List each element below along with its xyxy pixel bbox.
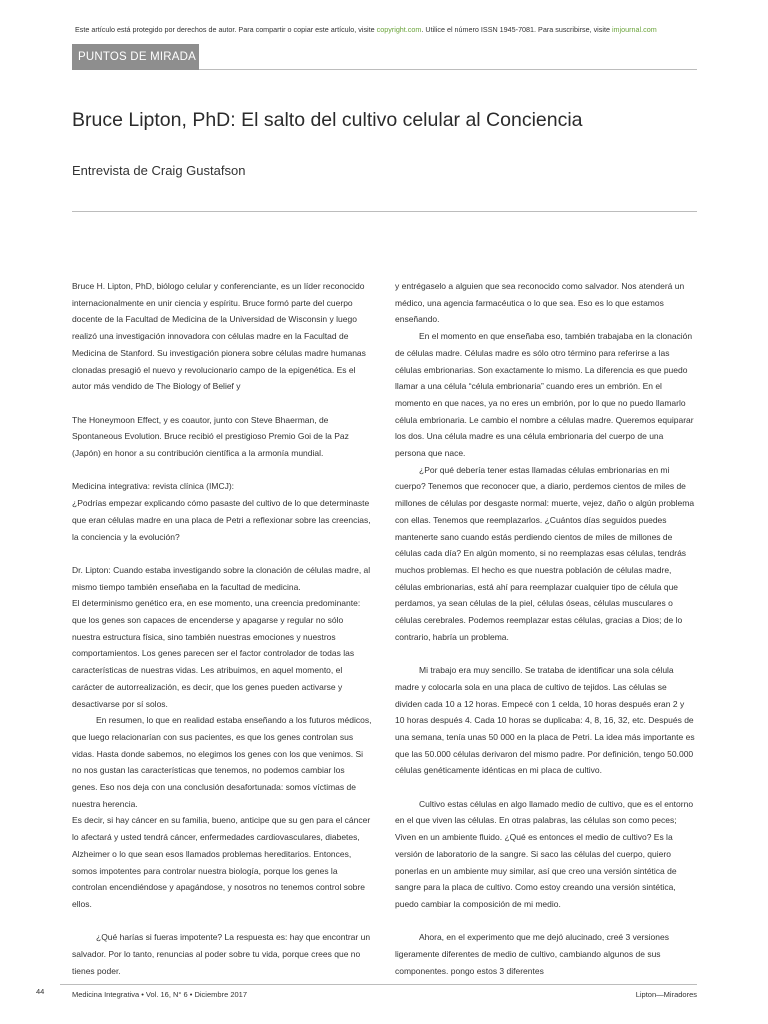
footer-running-head: Lipton—Miradores <box>635 990 697 999</box>
paragraph: Mi trabajo era muy sencillo. Se trataba de identificar una sola célula madre y colocarla sola en una placa de cultivo de tejidos. Las células se dividen cada 10 a 12 horas. Empecé con 1 celda, 10 horas después eran 2 y 10 horas después 4. Cada 10 horas se duplicaba: 4, 8, 16, 32, etc. Después de una semana, tenía unas 50 000 en la placa de Petri. La idea más importante es que las 50.000 células derivaron del mismo padre. Por definición, tengo 50.000 células genéticamente idénticas en mi placa de cultivo. <box>395 665 695 776</box>
paragraph-gap <box>72 913 372 930</box>
section-tag: PUNTOS DE MIRADA <box>72 44 199 70</box>
paragraph: Ahora, en el experimento que me dejó alucinado, creé 3 versiones ligeramente diferentes de medio de cultivo, cambiando algunos de sus componentes. pongo estos 3 diferentes <box>395 932 669 976</box>
paragraph: ¿Por qué debería tener estas llamadas células embrionarias en mi cuerpo? Tenemos que reconocer que, a diario, perdemos cientos de miles de millones de células por desgaste normal: muerte, vejez, daño o algún problema con ellas. Tenemos que reemplazarlos. ¿Cuántos días seguidos puedes mantenerte sano cuando estás perdiendo cientos de miles de millones de células cada día? En algún momento, si no reemplazas esas células, tendrás muchos problemas. El hecho es que nuestra población de células madre, células embrionarias, está ahí para reemplazar cualquier tipo de célula que perdamos, ya sean células de la piel, células óseas, células musculares o células cerebrales. Podemos reemplazar estas células, gracias a Dios; de lo contrario, habría un problema. <box>395 464 695 642</box>
paragraph: ¿Qué harías si fueras impotente? La respuesta es: hay que encontrar un salvador. Por lo tanto, renuncias al poder sobre tu vida, porque crees que no tienes poder. <box>72 932 371 976</box>
paragraph: Medicina integrativa: revista clínica (IMCJ): <box>72 481 235 492</box>
paragraph: En resumen, lo que en realidad estaba enseñando a los futuros médicos, que luego relacionarían con sus pacientes, es que los genes controlan sus vidas. Hasta donde sabemos, no elegimos los genes con los que venimos. Si no nos gustan las características que tenemos, no podemos cambiar los genes. Eso nos deja con una conclusión desafortunada: somos víctimas de nuestra herencia. <box>72 715 372 809</box>
copyright-text-1: Este artículo está protegido por derechos de autor. Para compartir o copiar este artículo, visite <box>75 25 377 34</box>
header-divider <box>72 211 697 212</box>
copyright-notice <box>75 25 715 34</box>
footer-journal-info: Medicina Integrativa • Vol. 16, N° 6 • Diciembre 2017 <box>72 990 248 999</box>
copyright-text-2: . Utilice el número ISSN 1945-7081. Para suscribirse, visite <box>421 25 612 34</box>
paragraph-gap <box>395 779 695 796</box>
paragraph: En el momento en que enseñaba eso, también trabajaba en la clonación de células madre. Células madre es sólo otro término para referirse a las células embrionarias. Son exactamente lo mismo. La diferencia es que puedo llamar a una célula “célula embrionaria” cuando eres un embrión. En el momento en que naces, ya no eres un embrión, por lo que no puedo llamarlo célula embrionaria. Le cambio el nombre a células madre. Queremos equiparar los dos. Una célula madre es una célula embrionaria del cuerpo de una persona que nace. <box>395 331 694 459</box>
paragraph: El determinismo genético era, en ese momento, una creencia predominante: que los genes son capaces de encenderse y apagarse y regular no sólo nuestra estructura física, sino también nuestras emociones y nuestros comportamientos. Los genes parecen ser el factor controlador de todas las características de nuestras vidas. Les atribuimos, en aquel momento, el carácter de autorrealización, es decir, que los genes pueden activarse y desactivarse por sí solos. <box>72 598 361 709</box>
footer-divider <box>60 984 697 985</box>
paragraph: Bruce H. Lipton, PhD, biólogo celular y conferenciante, es un líder reconocido internacionalmente en unir ciencia y espíritu. Bruce formó parte del cuerpo docente de la Facultad de Medicina de la Universidad de Wisconsin y luego realizó una investigación innovadora con células madre en la Facultad de Medicina de Stanford. Su investigación pionera sobre células madre humanas clonadas presagió el nuevo y revolucionario campo de la epigenética. Es el autor más vendido de The Biology of Belief y <box>72 281 366 392</box>
article-title: Bruce Lipton, PhD: El salto del cultivo celular al Conciencia <box>72 109 583 131</box>
copyright-link[interactable]: copyright.com <box>376 25 422 34</box>
paragraph-gap <box>72 462 372 479</box>
paragraph-gap <box>395 913 695 930</box>
right-column <box>395 278 695 979</box>
paragraph: ¿Podrías empezar explicando cómo pasaste del cultivo de lo que determinaste que eran células madre en una placa de Petri a reflexionar sobre las creencias, la conciencia y la evolución? <box>72 498 371 542</box>
paragraph: y entrégaselo a alguien que sea reconocido como salvador. Nos atenderá un médico, una agencia farmacéutica o lo que sea. Eso es lo que estamos enseñando. <box>395 281 685 325</box>
paragraph: Cultivo estas células en algo llamado medio de cultivo, que es el entorno en el que viven las células. En otras palabras, las células son como peces; Viven en un ambiente fluido. ¿Qué es entonces el medio de cultivo? Es la versión de laboratorio de la sangre. Si saco las células del cuerpo, quiero ponerlas en un ambiente muy similar, así que creo una versión sintética de sangre para la placa de cultivo. Como estoy creando una versión sintética, puedo cambiar la composición de mi medio. <box>395 798 694 909</box>
paragraph-gap <box>72 545 372 562</box>
section-divider <box>199 69 697 70</box>
subscribe-link[interactable]: imjournal.com <box>611 25 657 34</box>
left-column <box>72 278 372 979</box>
paragraph: Dr. Lipton: Cuando estaba investigando sobre la clonación de células madre, al mismo tiempo también enseñaba en la facultad de medicina. <box>72 564 371 592</box>
paragraph-gap <box>72 395 372 412</box>
paragraph: Es decir, si hay cáncer en su familia, bueno, anticipe que su gen para el cáncer lo afectará y usted tendrá cáncer, enfermedades cardiovasculares, diabetes, Alzheimer o lo que sean esos llamados problemas hereditarios. Entonces, somos impotentes para controlar nuestra biología, porque los genes la controlan encendiéndose y apagándose, y nosotros no tenemos control sobre ellos. <box>72 815 371 909</box>
article-subtitle: Entrevista de Craig Gustafson <box>72 163 246 178</box>
paragraph: The Honeymoon Effect, y es coautor, junto con Steve Bhaerman, de Spontaneous Evolution. Bruce recibió el prestigioso Premio Goi de la Paz (Japón) en honor a su contribución científica a la armonía mundial. <box>72 414 349 459</box>
paragraph-gap <box>395 645 695 662</box>
page-number: 44 <box>36 987 45 996</box>
